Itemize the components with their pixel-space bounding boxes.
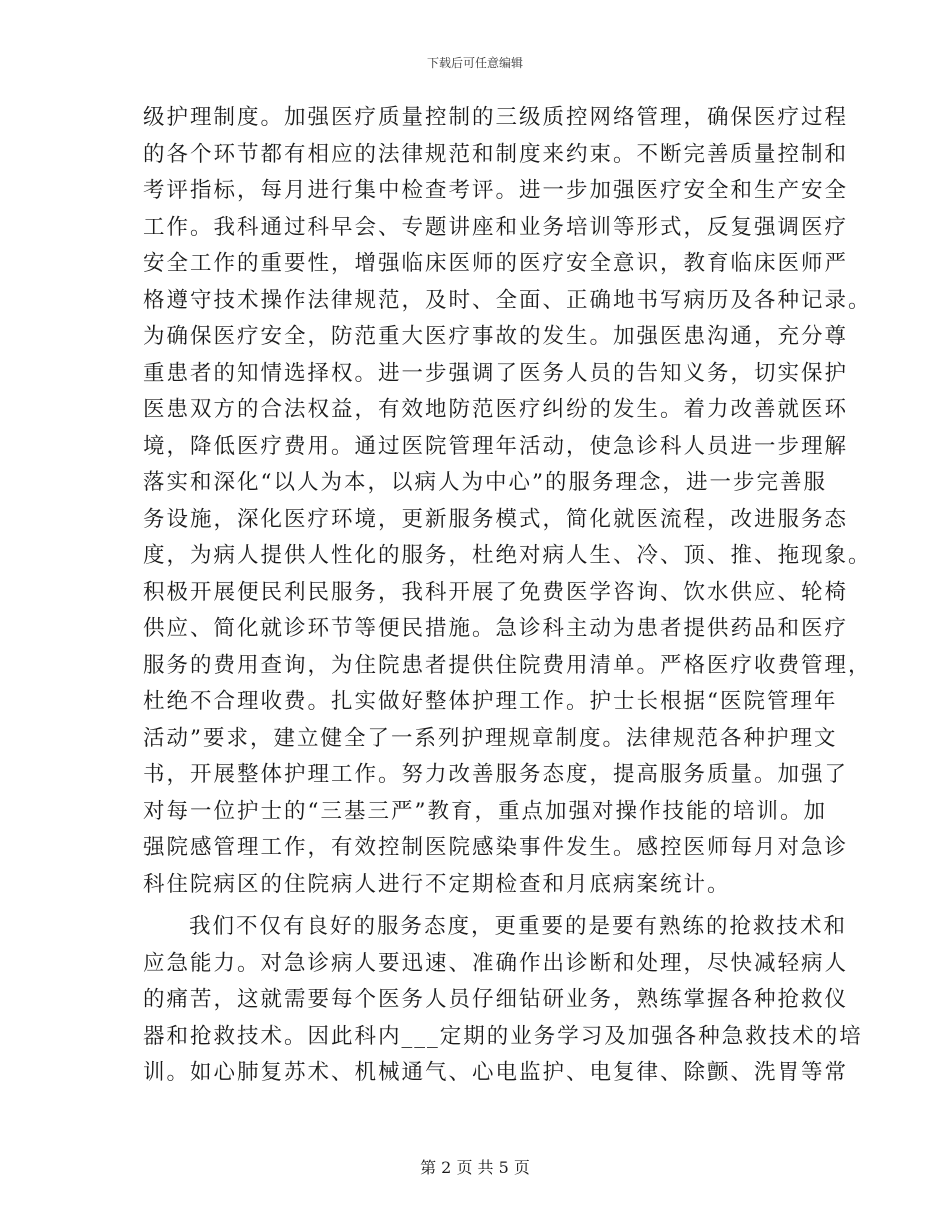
- page-header: 下载后可任意编辑: [426, 56, 523, 70]
- text-line: 格遵守技术操作法律规范，及时、全面、正确地书写病历及各种记录。: [143, 287, 872, 313]
- paragraph-2: [143, 909, 863, 1092]
- text-line: 强院感管理工作，有效控制医院感染事件发生。感控医师每月对急诊: [143, 835, 849, 860]
- text-line: 积极开展便民利民服务，我科开展了免费医学咨询、饮水供应、轮椅: [143, 579, 849, 605]
- text-line: 级护理制度。加强医疗质量控制的三级质控网络管理，确保医疗过程: [143, 105, 849, 130]
- text-line: 杜绝不合理收费。扎实做好整体护理工作。护士长根据“医院管理年: [143, 689, 838, 714]
- text-line: 安全工作的重要性，增强临床医师的医疗安全意识，教育临床医师严: [143, 251, 849, 276]
- text-line: 度，为病人提供人性化的服务，杜绝对病人生、冷、顶、推、拖现象。: [143, 543, 872, 568]
- text-line: 对每一位护士的“三基三严”教育，重点加强对操作技能的培训。加: [143, 798, 827, 824]
- text-line: 境，降低医疗费用。通过医院管理年活动，使急诊科人员进一步理解: [143, 433, 849, 459]
- text-line: 医患双方的合法权益，有效地防范医疗纠纷的发生。着力改善就医环: [143, 397, 849, 422]
- text-line: 供应、简化就诊环节等便民措施。急诊科主动为患者提供药品和医疗: [143, 616, 849, 641]
- paragraph-1: [143, 100, 872, 903]
- text-line: 器和抢救技术。因此科内___定期的业务学习及加强各种急救技术的培: [143, 1023, 863, 1049]
- text-line: 务设施，深化医疗环境，更新服务模式，简化就医流程，改进服务态: [143, 506, 849, 532]
- text-line: 活动”要求，建立健全了一系列护理规章制度。法律规范各种护理文: [143, 725, 838, 751]
- text-line: 的各个环节都有相应的法律规范和制度来约束。不断完善质量控制和: [143, 141, 849, 167]
- text-line: 我们不仅有良好的服务态度，更重要的是要有熟练的抢救技术和: [189, 914, 848, 939]
- text-line: 重患者的知情选择权。进一步强调了医务人员的告知义务，切实保护: [143, 360, 849, 386]
- text-line: 落实和深化“以人为本，以病人为中心”的服务理念，进一步完善服: [143, 470, 827, 495]
- text-line: 工作。我科通过科早会、专题讲座和业务培训等形式，反复强调医疗: [143, 214, 849, 240]
- page-number: 第 2 页 共 5 页: [420, 1158, 530, 1177]
- text-line: 训。如心肺复苏术、机械通气、心电监护、电复律、除颤、洗胃等常: [143, 1060, 849, 1085]
- text-line: 服务的费用查询，为住院患者提供住院费用清单。严格医疗收费管理，: [143, 652, 872, 678]
- text-line: 为确保医疗安全，防范重大医疗事故的发生。加强医患沟通，充分尊: [143, 324, 849, 349]
- text-line: 考评指标，每月进行集中检查考评。进一步加强医疗安全和生产安全: [143, 178, 849, 203]
- text-line: 的痛苦，这就需要每个医务人员仔细钻研业务，熟练掌握各种抢救仪: [143, 987, 849, 1012]
- text-line: 科住院病区的住院病人进行不定期检查和月底病案统计。: [143, 871, 731, 897]
- document-body: [143, 100, 872, 1092]
- text-line: 书，开展整体护理工作。努力改善服务态度，提高服务质量。加强了: [143, 762, 849, 787]
- text-line: 应急能力。对急诊病人要迅速、准确作出诊断和处理，尽快减轻病人: [143, 950, 849, 976]
